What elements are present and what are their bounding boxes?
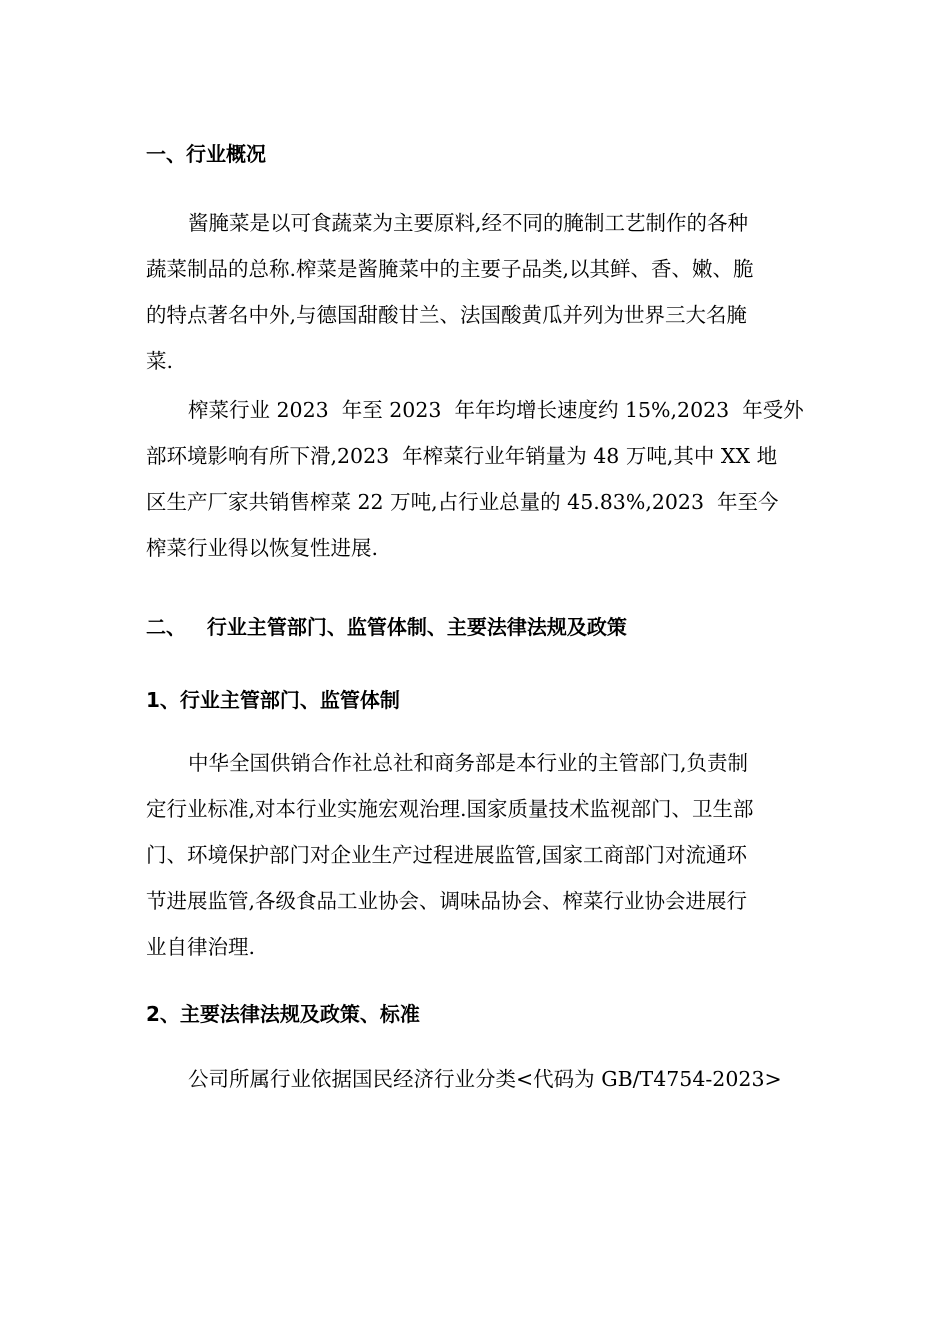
text-line: 部环境影响有所下滑,2023 年榨菜行业年销量为 48 万吨,其中 XX 地 xyxy=(146,444,778,468)
subsection1-heading: 1、行业主管部门、监管体制 xyxy=(146,688,400,712)
subsection1-paragraph xyxy=(146,746,806,976)
subsection2-heading: 2、主要法律法规及政策、标准 xyxy=(146,1002,420,1026)
text-line: 中华全国供销合作社总社和商务部是本行业的主管部门,负责制 xyxy=(188,751,749,775)
section2-heading: 二、 行业主管部门、监管体制、主要法律法规及政策 xyxy=(146,615,627,639)
section1-paragraph-2 xyxy=(146,393,806,577)
text-line: 公司所属行业依据国民经济行业分类<代码为 GB/T4754-2023> xyxy=(188,1067,782,1091)
section1-heading: 一、行业概况 xyxy=(146,142,266,166)
text-line: 门、环境保护部门对企业生产过程进展监管,国家工商部门对流通环 xyxy=(146,843,748,867)
text-line: 定行业标准,对本行业实施宏观治理.国家质量技术监视部门、卫生部 xyxy=(146,797,754,821)
text-line: 业自律治理. xyxy=(146,935,256,959)
section1-paragraph-1 xyxy=(146,206,806,390)
text-line: 的特点著名中外,与德国甜酸甘兰、法国酸黄瓜并列为世界三大名腌 xyxy=(146,303,748,327)
text-line: 榨菜行业 2023 年至 2023 年年均增长速度约 15%,2023 年受外 xyxy=(188,398,804,422)
text-line: 区生产厂家共销售榨菜 22 万吨,占行业总量的 45.83%,2023 年至今 xyxy=(146,490,779,514)
text-line: 榨菜行业得以恢复性进展. xyxy=(146,536,379,560)
text-line: 酱腌菜是以可食蔬菜为主要原料,经不同的腌制工艺制作的各种 xyxy=(188,211,749,235)
subsection2-paragraph xyxy=(146,1062,806,1108)
text-line: 节进展监管,各级食品工业协会、调味品协会、榨菜行业协会进展行 xyxy=(146,889,748,913)
text-line: 蔬菜制品的总称.榨菜是酱腌菜中的主要子品类,以其鲜、香、嫩、脆 xyxy=(146,257,754,281)
text-line: 菜. xyxy=(146,349,174,373)
